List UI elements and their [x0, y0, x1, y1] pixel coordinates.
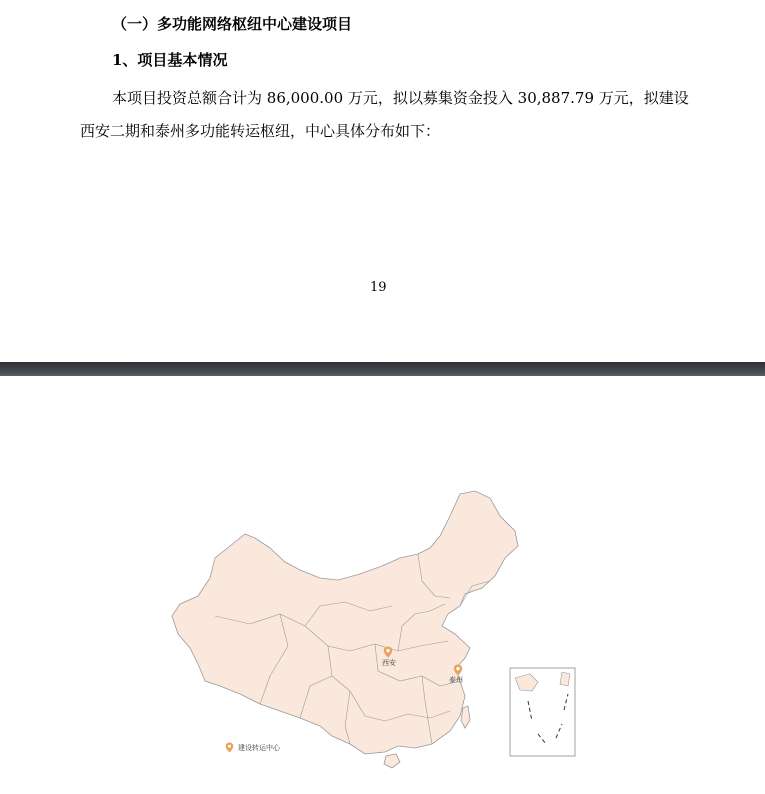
body-text-line-2: 西安二期和泰州多功能转运枢纽，中心具体分布如下：	[80, 122, 441, 140]
marker-taizhou-icon	[453, 664, 463, 676]
body-text-line-1: 本项目投资总额合计为 86,000.00 万元，拟以募集资金投入 30,887.79 万元，拟建设	[112, 89, 689, 107]
marker-xian-icon	[383, 646, 393, 658]
page-number: 19	[370, 280, 387, 295]
page-bottom	[0, 376, 765, 794]
legend-label: 建设转运中心	[238, 743, 280, 752]
china-map	[160, 486, 590, 776]
map-legend	[225, 742, 280, 753]
legend-marker-icon	[225, 742, 234, 753]
hainan-island	[384, 754, 400, 768]
page-divider	[0, 362, 765, 376]
inset-coast	[560, 672, 570, 686]
city-label-taizhou: 泰州	[449, 676, 463, 684]
page-top	[0, 0, 765, 362]
city-label-xian: 西安	[382, 659, 396, 667]
taiwan-island	[461, 706, 470, 728]
subsection-heading: 1、项目基本情况	[112, 51, 228, 69]
south-china-sea-inset	[510, 668, 575, 756]
section-heading: （一）多功能网络枢纽中心建设项目	[112, 15, 353, 33]
